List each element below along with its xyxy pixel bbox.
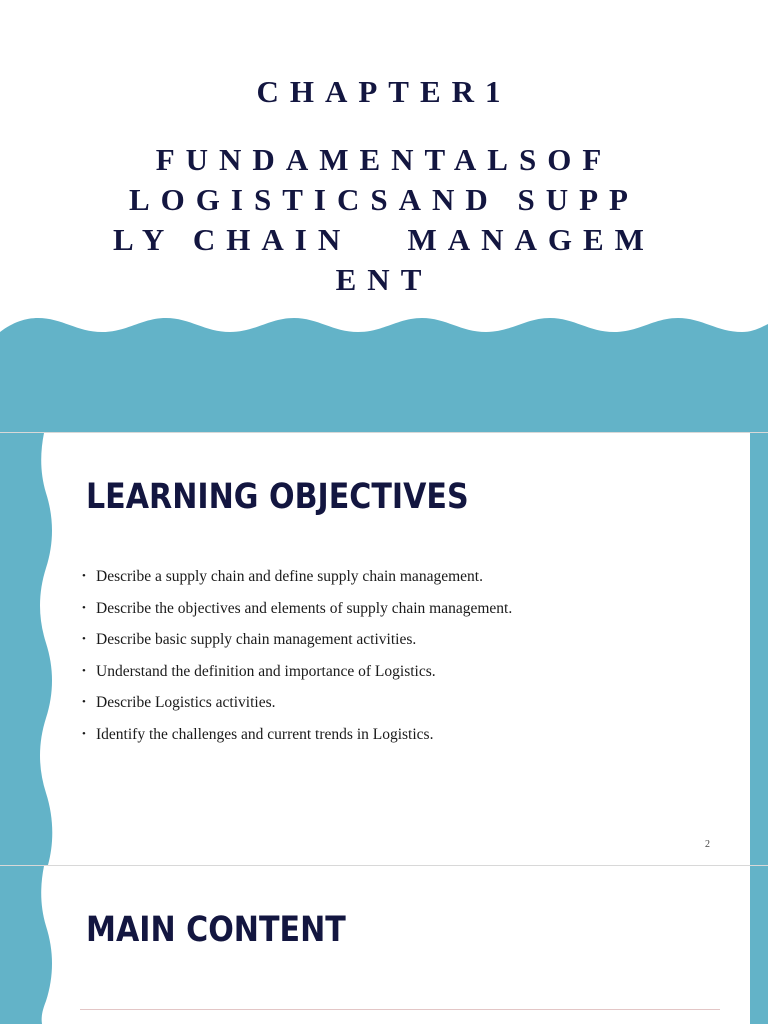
chapter-title-line: LY CHAIN MANAGEM — [113, 222, 655, 257]
chapter-title-line: FUNDAMENTALSOF — [155, 142, 613, 177]
left-wave-decoration — [0, 866, 60, 1024]
objective-text: Describe basic supply chain management activities. — [96, 631, 417, 649]
list-item — [82, 593, 512, 625]
bullet-icon: • — [82, 633, 86, 646]
objective-text: Understand the definition and importance of Logistics. — [96, 662, 436, 680]
bullet-icon: • — [82, 696, 86, 709]
chapter-title-line: ENT — [335, 262, 433, 297]
left-wave-decoration — [0, 433, 60, 865]
list-item — [82, 687, 512, 719]
list-item — [82, 624, 512, 656]
divider — [80, 1009, 720, 1010]
main-content-heading: MAIN CONTENT — [86, 910, 346, 950]
chapter-title — [0, 140, 768, 300]
list-item — [82, 719, 512, 751]
list-item — [82, 561, 512, 593]
bullet-icon: • — [82, 664, 86, 677]
objective-text: Describe a supply chain and define supply chain management. — [96, 568, 483, 585]
right-accent-bar — [750, 433, 768, 865]
learning-objectives-heading: LEARNING OBJECTIVES — [86, 477, 469, 517]
main-content-slide — [0, 866, 768, 1024]
list-item — [82, 656, 512, 688]
chapter-label: CHAPTER1 — [256, 74, 512, 109]
page-number: 2 — [705, 839, 710, 850]
bullet-icon: • — [82, 570, 86, 582]
wave-band-decoration — [0, 318, 768, 432]
objective-text: Describe the objectives and elements of supply chain management. — [96, 599, 513, 617]
title-block — [0, 72, 768, 300]
objective-text: Describe Logistics activities. — [96, 694, 276, 712]
right-accent-bar — [750, 866, 768, 1024]
title-slide — [0, 0, 768, 432]
bullet-icon: • — [82, 601, 86, 614]
objectives-list — [82, 561, 512, 751]
objectives-slide — [0, 433, 768, 865]
objective-text: Identify the challenges and current trends in Logistics. — [96, 725, 434, 743]
bullet-icon: • — [82, 727, 86, 740]
chapter-title-line: LOGISTICSAND SUPP — [129, 182, 639, 217]
